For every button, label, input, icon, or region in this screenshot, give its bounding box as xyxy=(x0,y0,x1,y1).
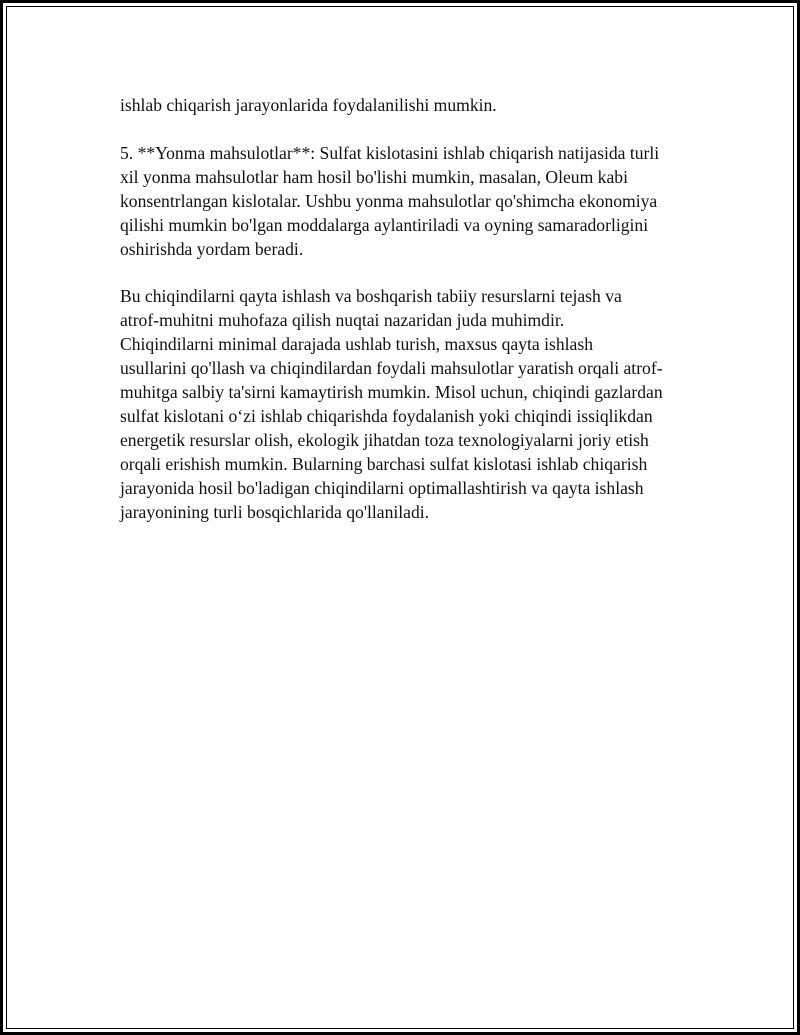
paragraph-conclusion xyxy=(120,285,690,524)
document-body xyxy=(120,94,690,549)
text-line: atrof-muhitni muhofaza qilish nuqtai nazaridan juda muhimdir. xyxy=(120,310,565,331)
text-line: xil yonma mahsulotlar ham hosil bo'lishi mumkin, masalan, Oleum kabi xyxy=(120,166,628,187)
text-line: Bu chiqindilarni qayta ishlash va boshqarish tabiiy resurslarni tejash va xyxy=(120,286,622,307)
text-line: Chiqindilarni minimal darajada ushlab turish, maxsus qayta ishlash xyxy=(120,334,593,355)
text-line: ishlab chiqarish jarayonlarida foydalanilishi mumkin. xyxy=(120,95,497,115)
text-line: sulfat kislotani o‘zi ishlab chiqarishda foydalanish yoki chiqindi issiqlikdan xyxy=(120,405,653,426)
paragraph-continuation xyxy=(120,94,690,118)
text-line: muhitga salbiy ta'sirni kamaytirish mumkin. Misol uchun, chiqindi gazlardan xyxy=(120,382,663,403)
text-line: 5. **Yonma mahsulotlar**: Sulfat kislotasini ishlab chiqarish natijasida turli xyxy=(120,142,660,163)
text-line: jarayonida hosil bo'ladigan chiqindilarni optimallashtirish va qayta ishlash xyxy=(120,477,644,498)
text-line: konsentrlangan kislotalar. Ushbu yonma mahsulotlar qo'shimcha ekonomiya xyxy=(120,190,658,211)
text-line: usullarini qo'llash va chiqindilardan foydali mahsulotlar yaratish orqali atrof- xyxy=(120,358,663,379)
paragraph-byproducts xyxy=(120,142,690,262)
text-line: jarayonining turli bosqichlarida qo'llaniladi. xyxy=(120,501,430,522)
text-line: oshirishda yordam beradi. xyxy=(120,238,304,259)
text-line: energetik resurslar olish, ekologik jihatdan toza texnologiyalarni joriy etish xyxy=(120,429,649,450)
text-line: qilishi mumkin bo'lgan moddalarga aylantiriladi va oyning samaradorligini xyxy=(120,214,649,235)
text-line: orqali erishish mumkin. Bularning barchasi sulfat kislotasi ishlab chiqarish xyxy=(120,453,648,474)
